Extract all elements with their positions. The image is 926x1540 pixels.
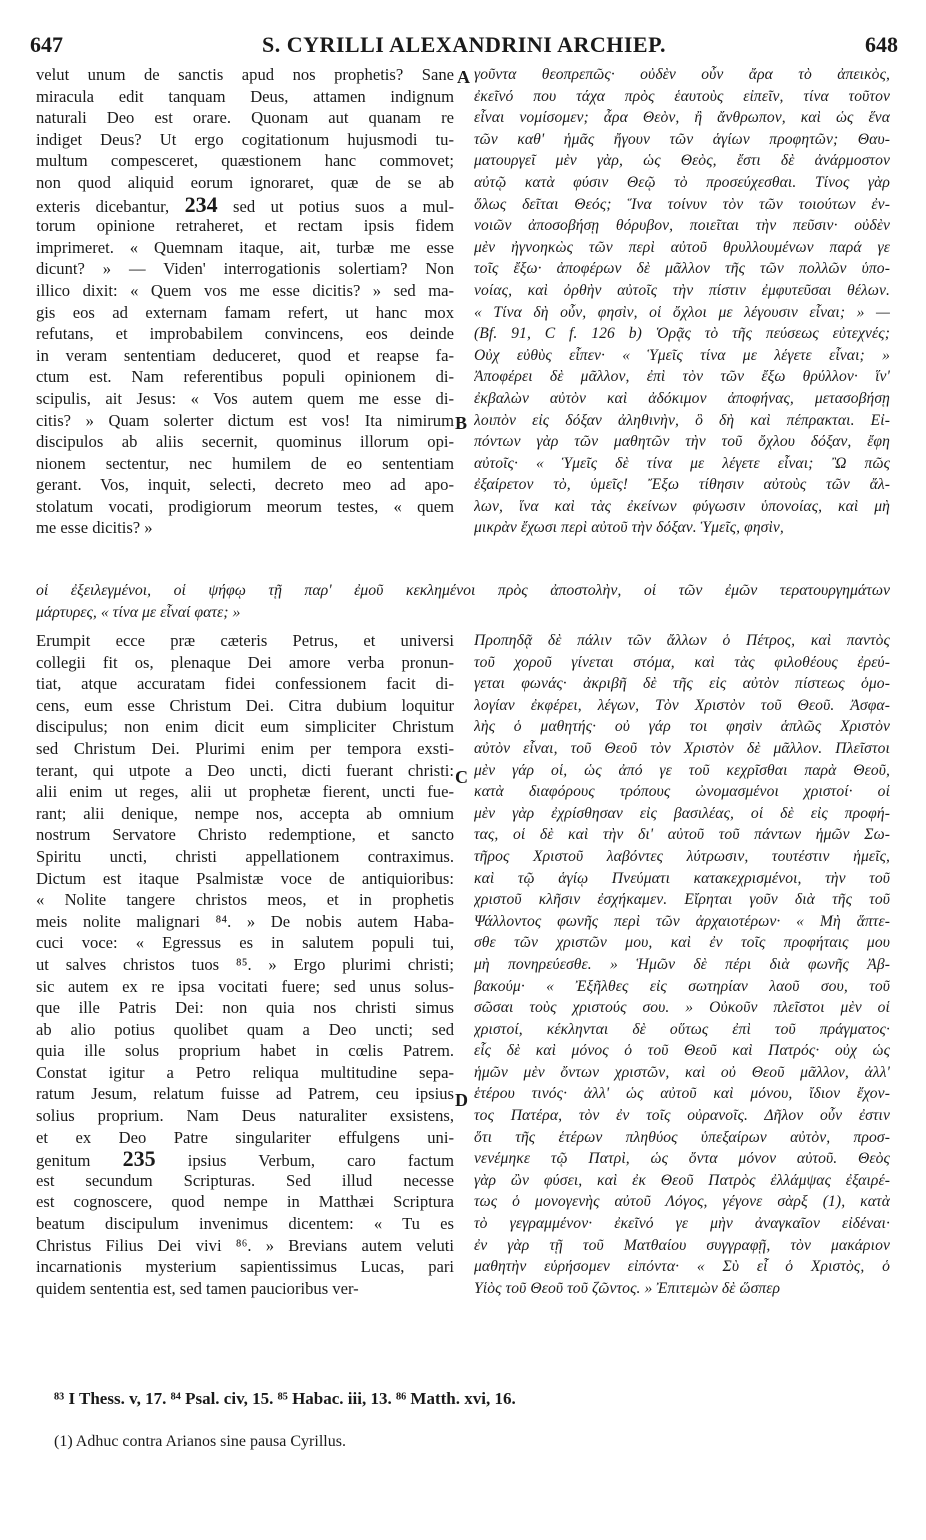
greek-line: « Τίνα δὴ οὖν, φησὶν, οἱ ὄχλοι με λέγουσιν εἶναι; » — — [474, 303, 890, 321]
latin-lower-line: Spiritu uncti, christi appellationem contraximus. — [36, 846, 454, 866]
greek-lower-line: γεται φωνάς· ἀκριβῆ δὲ τῆς εἰς αὐτὸν πίστεως ὁμο- — [474, 675, 890, 693]
greek-lower-line: κατὰ διαφόρους τρόπους ὠνομασμένοι χριστοί· οἱ — [474, 783, 890, 801]
latin-line: indiget Deus? Ut ergo cogitationum hujusmodi tu- — [36, 129, 454, 149]
greek-lower-line: λογίαν ἐκφέρει, λέγων, Τὸν Χριστὸν τοῦ Θεοῦ. Ἀσφα- — [474, 696, 890, 714]
latin-line: refutans, et improbabilem convincens, eos deinde — [36, 324, 454, 344]
latin-line: miracula edit tanquam Deus, attamen indignum — [36, 86, 454, 106]
latin-lower-line: ut salves christos tuos ⁸⁵. » Ergo plurimi christi; — [36, 954, 454, 974]
latin-lower-line: sed Christum Dei. Plurimi enim per tempora exsti- — [36, 738, 454, 758]
greek-lower-line: μὴ πονηρεύεσθε. » Ἡμῶν δὲ πέρι διὰ φωνῆς Ἀβ- — [474, 955, 890, 973]
greek-line: τοῖς ἔξω· ἀποφέρων δὲ μᾶλλον τῆς τῶν πολλῶν ὑπο- — [474, 260, 890, 278]
greek-line: τῶν καθ' ἡμᾶς ἤγουν τῶν ἁγίων προφητῶν; Θαυ- — [474, 130, 890, 148]
latin-lower-line: tiat, atque accuratam fidei confessionem facit di- — [36, 674, 454, 694]
latin-lower-line: solius proprium. Nam Deus naturaliter exsistens, — [36, 1106, 454, 1126]
greek-lower-line: μαθητὴν εὑρήσομεν εἰπόντα· « Σὺ εἶ ὁ Χριστὸς, ὁ — [474, 1258, 890, 1276]
greek-lower-line: τῆρος Χριστοῦ λαβόντες λύτρωσιν, τουτέστιν ἡμεῖς, — [474, 847, 890, 865]
greek-line: (Bf. 91, C f. 126 b) Ὁρᾷς τὸ τῆς πεύσεως εὐτεχνές; — [474, 325, 890, 343]
latin-line: scipulis, ait Jesus: « Vos autem quem me esse di- — [36, 388, 454, 408]
greek-lower-line: Υἱὸς τοῦ Θεοῦ τοῦ ζῶντος. » Ἐπιτεμὼν δὲ ὥσπερ — [474, 1279, 781, 1297]
latin-lower-line: sic autem ex re ipsa vocitati fuere; sed unus solus- — [36, 976, 454, 996]
latin-lower-line: genitum 235 ipsius Verbum, caro factum — [36, 1148, 454, 1170]
latin-lower-line: incarnationis mysterium sapientissimus Lucas, pari — [36, 1257, 454, 1277]
latin-lower-line: Dictum est itaque Psalmistæ voce de antiquioribus: — [36, 868, 454, 888]
latin-line: me esse dicitis? » — [36, 518, 153, 538]
greek-lower-line: λὴς ὁ μαθητής· οὐ γάρ τοι φησὶν ἁπλῶς Χριστὸν — [474, 718, 890, 736]
footnote-references: ⁸³ I Thess. v, 17. ⁸⁴ Psal. civ, 15. ⁸⁵ Habac. iii, 13. ⁸⁶ Matth. xvi, 16. — [54, 1389, 516, 1408]
greek-lower-line: μὲν γάρ οἱ, ὡς ἀπό γε τοῦ κεχρῖσθαι παρὰ Θεοῦ, — [474, 761, 890, 779]
latin-lower-line: nostrum Servatore Christo redemptione, et sancto — [36, 825, 454, 845]
greek-line: ἐξαίρετον τὸ, ὑμεῖς! Ἔξω τίθησιν αὐτοὺς τῶν ἄλ- — [474, 476, 890, 494]
greek-lower-line: τὸ γεγραμμένον· ἐκεῖνό γε μὴν ἀναγκαῖον εἰδέναι· — [474, 1215, 890, 1233]
latin-lower-line: Erumpit ecce præ cæteris Petrus, et universi — [36, 631, 454, 650]
latin-lower-line: rant; alii denique, nempe nos, accepta ab omnium — [36, 803, 454, 823]
greek-line: εἶναι νομίσομεν; ἆρα Θεὸν, ἢ ἄνθρωπον, καὶ ὡς ἕνα — [474, 109, 890, 127]
latin-lower-line: terant, qui utpote a Deo uncti, dicti fuerant christi: — [36, 760, 454, 780]
latin-lower-line: beatum discipulum invenimus dicentem: « Tu es — [36, 1214, 454, 1234]
latin-line: citis? » Quam solerter dictum est vos! Ita nimirum — [36, 410, 454, 430]
latin-lower-line: collegii fit os, plenaque Dei amore verba pronun- — [36, 652, 454, 672]
latin-line: multum compesceret, quæstionem hanc commovet; — [36, 151, 454, 171]
latin-line: dicunt? » — Viden' interrogationis solertiam? Non — [36, 259, 454, 279]
footnote-1: (1) Adhuc contra Arianos sine pausa Cyrillus. — [54, 1433, 346, 1450]
latin-lower-line: que ille Patris Dei: non quia nos christi simus — [36, 998, 454, 1018]
greek-lower-line: γὰρ ὢν φύσει, καὶ ἐκ Θεοῦ Πατρὸς ἐλλάμψας ἐξαιρέ- — [474, 1171, 890, 1189]
greek-line: νοιῶν ἀποσοβήσῃ θόρυβον, ποιεῖται τὴν πεῦσιν· οὐδὲν — [474, 217, 890, 235]
greek-lower-line: ἐν γὰρ τῇ τοῦ Ματθαίου συγγραφῇ, τὸν μακάριον — [474, 1236, 890, 1254]
latin-lower-line: alii enim ut reges, alii ut prophetæ fierent, uncti fue- — [36, 782, 454, 802]
greek-line: πόντων γὰρ τῶν μαθητῶν τὴν τοῦ ὄχλου δόξαν, ἔφη — [474, 433, 890, 451]
latin-line: exteris dicebantur, 234 sed ut potius suos a mul- — [36, 193, 454, 216]
greek-lower-line: Ψάλλοντος φωνῆς περὶ τῶν ἀρχαιοτέρων· « Μὴ ἅπτε- — [474, 912, 890, 930]
greek-line: λοιπὸν εἰς δόξαν ἀληθινὴν, ὃ δὴ καὶ πέπρακται. Εἰ- — [474, 411, 890, 429]
greek-line: ἐκβαλὼν αὐτὸν καὶ ἀδόκιμον ἀποφήνας, μετασοβήσῃ — [474, 389, 890, 407]
greek-lower-line: χριστοί, κέκληνται δὲ οὕτως ἐπὶ τοῦ πράγματος· — [474, 1020, 890, 1038]
spanning-line-2: μάρτυρες, « τίνα με εἶναί φατε; » — [36, 603, 241, 621]
latin-lower-line: cuci voce: « Egressus es in salutem populi tui, — [36, 933, 454, 953]
margin-letter-a: A — [457, 67, 470, 87]
margin-letter-b: B — [455, 413, 468, 433]
latin-lower-line: ratum Jesum, relatum fuisse ad Patrem, ceu ipsius — [36, 1084, 454, 1104]
greek-lower-line: ἑτέρου τινός· ἀλλ' ὡς αὐτοῦ καὶ μόνου, ἴδιον ἔχον- — [474, 1085, 890, 1103]
greek-lower-line: τως ὁ μονογενὴς αὐτοῦ Λόγος, γέγονε σὰρξ (1), κατὰ — [474, 1193, 890, 1211]
latin-column-lower — [36, 630, 454, 1299]
page-number-right: 648 — [865, 32, 898, 57]
greek-lower-line: αὐτὸν εἶναι, τοῦ Θεοῦ τὸν Χριστὸν δὲ μᾶλλον. Πλεῖστοι — [474, 739, 890, 757]
greek-lower-line: τοῦ χοροῦ γίνεται στόμα, καὶ τὰς φιλοθέους ἐρεύ- — [474, 653, 890, 671]
latin-lower-line: Christus Filius Dei vivi ⁸⁶. » Brevians autem veluti — [36, 1235, 454, 1255]
greek-line: Ἀποφέρει δὲ μᾶλλον, ἐπὶ τὸν τῶν ἔξω θρύλλον· ἵν' — [474, 368, 890, 386]
greek-lower-line: ἡμῶν μὲν ὄντων χριστῶν, καὶ οὐ Θεοῦ μᾶλλον, ἀλλ' — [474, 1063, 890, 1081]
greek-column — [474, 64, 890, 539]
latin-lower-line: Constat igitur a Petro reliqua multitudine sepa- — [36, 1062, 454, 1082]
greek-line: γοῦντα θεοπρεπῶς· οὐδὲν οὖν ἄρα τὸ ἀπεικὸς, — [474, 66, 890, 83]
latin-line: stolatum vocati, prodigiorum meorum testes, « quem — [36, 496, 454, 516]
spanning-line-1: οἱ ἐξειλεγμένοι, οἱ ψήφῳ τῇ παρ' ἐμοῦ κεκλημένοι πρὸς ἀποστολὴν, οἱ τῶν ἐμῶν τερατουργημάτων — [36, 582, 890, 599]
greek-lower-line: ὅτι τῆς ἑτέρων πληθύος ὑπεξαίρων αὐτὸν, προσ- — [474, 1128, 890, 1146]
greek-lower-line: βακούμ· « Ἐξῆλθες εἰς σωτηρίαν λαοῦ σου, τοῦ — [474, 977, 890, 995]
greek-spanning-line — [36, 580, 890, 623]
folio-marker: 235 — [122, 1148, 156, 1170]
latin-lower-line: est cognoscere, quod nempe in Matthæi Scriptura — [36, 1192, 454, 1212]
greek-line: ὅλως δεῖται Θεός; Ἵνα τοίνυν τὸν τῶν τοιούτων ἐν- — [474, 195, 890, 213]
greek-line: νοίας, καὶ ὀρθὴν αὐτοῖς τὴν πίστιν ἐμφυτεῦσαι θέλων. — [474, 281, 890, 299]
folio-marker: 234 — [184, 193, 218, 216]
latin-line: non quod aliquid eorum ignoraret, quæ de se ab — [36, 172, 454, 192]
greek-line: Οὐχ εὐθὺς εἶπεν· « Ὑμεῖς τίνα με λέγετε εἶναι; » — [474, 346, 890, 364]
greek-line: μὲν ἠγνοηκὼς τῶν περὶ αὐτοῦ θρυλλουμένων παρά γε — [474, 238, 890, 256]
greek-lower-line: καὶ τῷ ἁγίῳ Πνεύματι κατακεχρισμένοι, τὴν τοῦ — [474, 869, 890, 887]
latin-line: gerant. Vos, inquit, selecti, decreto meo ad apo- — [36, 475, 454, 495]
latin-lower-line: discipulus; non enim dicit eum simpliciter Christum — [36, 717, 454, 737]
latin-column — [36, 64, 454, 539]
running-title: S. CYRILLI ALEXANDRINI ARCHIEP. — [261, 32, 667, 57]
greek-lower-line: τας, οἱ δὲ καὶ τὴν δι' αὐτοῦ τοῦ πάντων ἡμῶν Σω- — [474, 826, 890, 844]
greek-lower-line: μὲν γὰρ ἐχρίσθησαν εἰς βασιλέας, οἱ δὲ εἰς προφή- — [474, 804, 890, 822]
latin-lower-line: quidem sententia est, sed tamen paucioribus ver- — [36, 1278, 359, 1298]
greek-lower-line: σῶσαι τοὺς χριστούς σου. » Οὐκοῦν πλεῖστοι μὲν οἱ — [474, 999, 890, 1017]
latin-line: torum opinione retraheret, et rectam ipsis fidem — [36, 216, 454, 236]
latin-lower-line: est secundum Scripturas. Sed illud necesse — [36, 1170, 454, 1190]
greek-line: ἐκεῖνό που τάχα πρὸς ἑαυτοὺς εἰπεῖν, τίνα τοῦτον — [474, 87, 890, 105]
greek-lower-line: σθε τῶν χριστῶν μου, καὶ ἐν τοῖς προφήταις μου — [474, 934, 890, 952]
greek-line: λων, ἵνα καὶ τὰς ἐκείνων φύγωσιν ὑπονοίας, καὶ μὴ — [474, 497, 890, 515]
greek-line: αὐτῷ κατὰ φύσιν Θεῷ τὸ προσεύχεσθαι. Τίνος γὰρ — [474, 173, 890, 191]
latin-lower-line: et ex Deo Patre singulariter effulgens uni- — [36, 1127, 454, 1147]
latin-lower-line: quia ille solus proprium habet in cœlis Patrem. — [36, 1041, 454, 1061]
latin-lower-line: « Nolite tangere christos meos, et in prophetis — [36, 890, 454, 910]
latin-line: illico dixit: « Quem vos me esse dicitis? » sed ma- — [36, 280, 454, 300]
greek-line: ματουργεῖ μὲν γὰρ, ὡς Θεὸς, ἔστι δὲ ἀνάρμοστον — [474, 152, 890, 170]
margin-letter-d: D — [455, 1090, 468, 1110]
latin-line: naturali Deo est orare. Quonam aut quanam re — [36, 108, 454, 128]
latin-line: in veram sententiam deduceret, quod et reapse fa- — [36, 345, 454, 365]
latin-line: ctum est. Nam referentibus populi opinionem di- — [36, 367, 454, 387]
latin-line: velut unum de sanctis apud nos prophetis? Sane — [36, 65, 454, 84]
greek-lower-line: νενέμηκε τῷ Πατρὶ, ὡς ὄντα μόνον αὐτοῦ. Θεὸς — [474, 1150, 890, 1168]
latin-line: gis eos ad externam famam refert, ut hanc mox — [36, 302, 454, 322]
greek-lower-line: Προπηδᾷ δὲ πάλιν τῶν ἄλλων ὁ Πέτρος, καὶ παντὸς — [474, 632, 890, 649]
greek-lower-line: τος Πατέρα, τὸν ἐν τοῖς οὐρανοῖς. Δῆλον οὖν ἐστιν — [474, 1107, 890, 1125]
greek-line: αὐτοῖς· « Ὑμεῖς δὲ τίνα με λέγετε εἶναι; Ὢ πῶς — [474, 454, 890, 472]
running-header — [30, 32, 898, 62]
greek-lower-line: χριστοῦ κλῆσιν ἐσχήκαμεν. Εἴρηται γοῦν διὰ τῆς τοῦ — [474, 891, 890, 909]
greek-column-lower — [474, 630, 890, 1299]
latin-lower-line: meis nolite malignari ⁸⁴. » De nobis autem Haba- — [36, 911, 454, 931]
latin-lower-line: cens, eum esse Christum Dei. Citra dubium loquitur — [36, 695, 454, 715]
margin-letter-c: C — [455, 767, 468, 787]
greek-lower-line: εἷς δὲ καὶ μόνος ὁ τοῦ Θεοῦ καὶ Πατρός· οὐχ ὡς — [474, 1042, 890, 1060]
latin-lower-line: ab alio potius quolibet quam a Deo uncti; sed — [36, 1019, 454, 1039]
greek-line: μικρὰν ἔχωσι περὶ αὐτοῦ τὴν δόξαν. Ὑμεῖς, φησὶν, — [474, 519, 784, 537]
page-number-left: 647 — [30, 32, 63, 57]
latin-line: imprimeret. « Quemnam itaque, ait, turbæ me esse — [36, 237, 454, 257]
latin-line: discipulos ab aliis secernit, quominus illorum opi- — [36, 432, 454, 452]
latin-line: nionem sectentur, nec humilem de eo sententiam — [36, 453, 454, 473]
